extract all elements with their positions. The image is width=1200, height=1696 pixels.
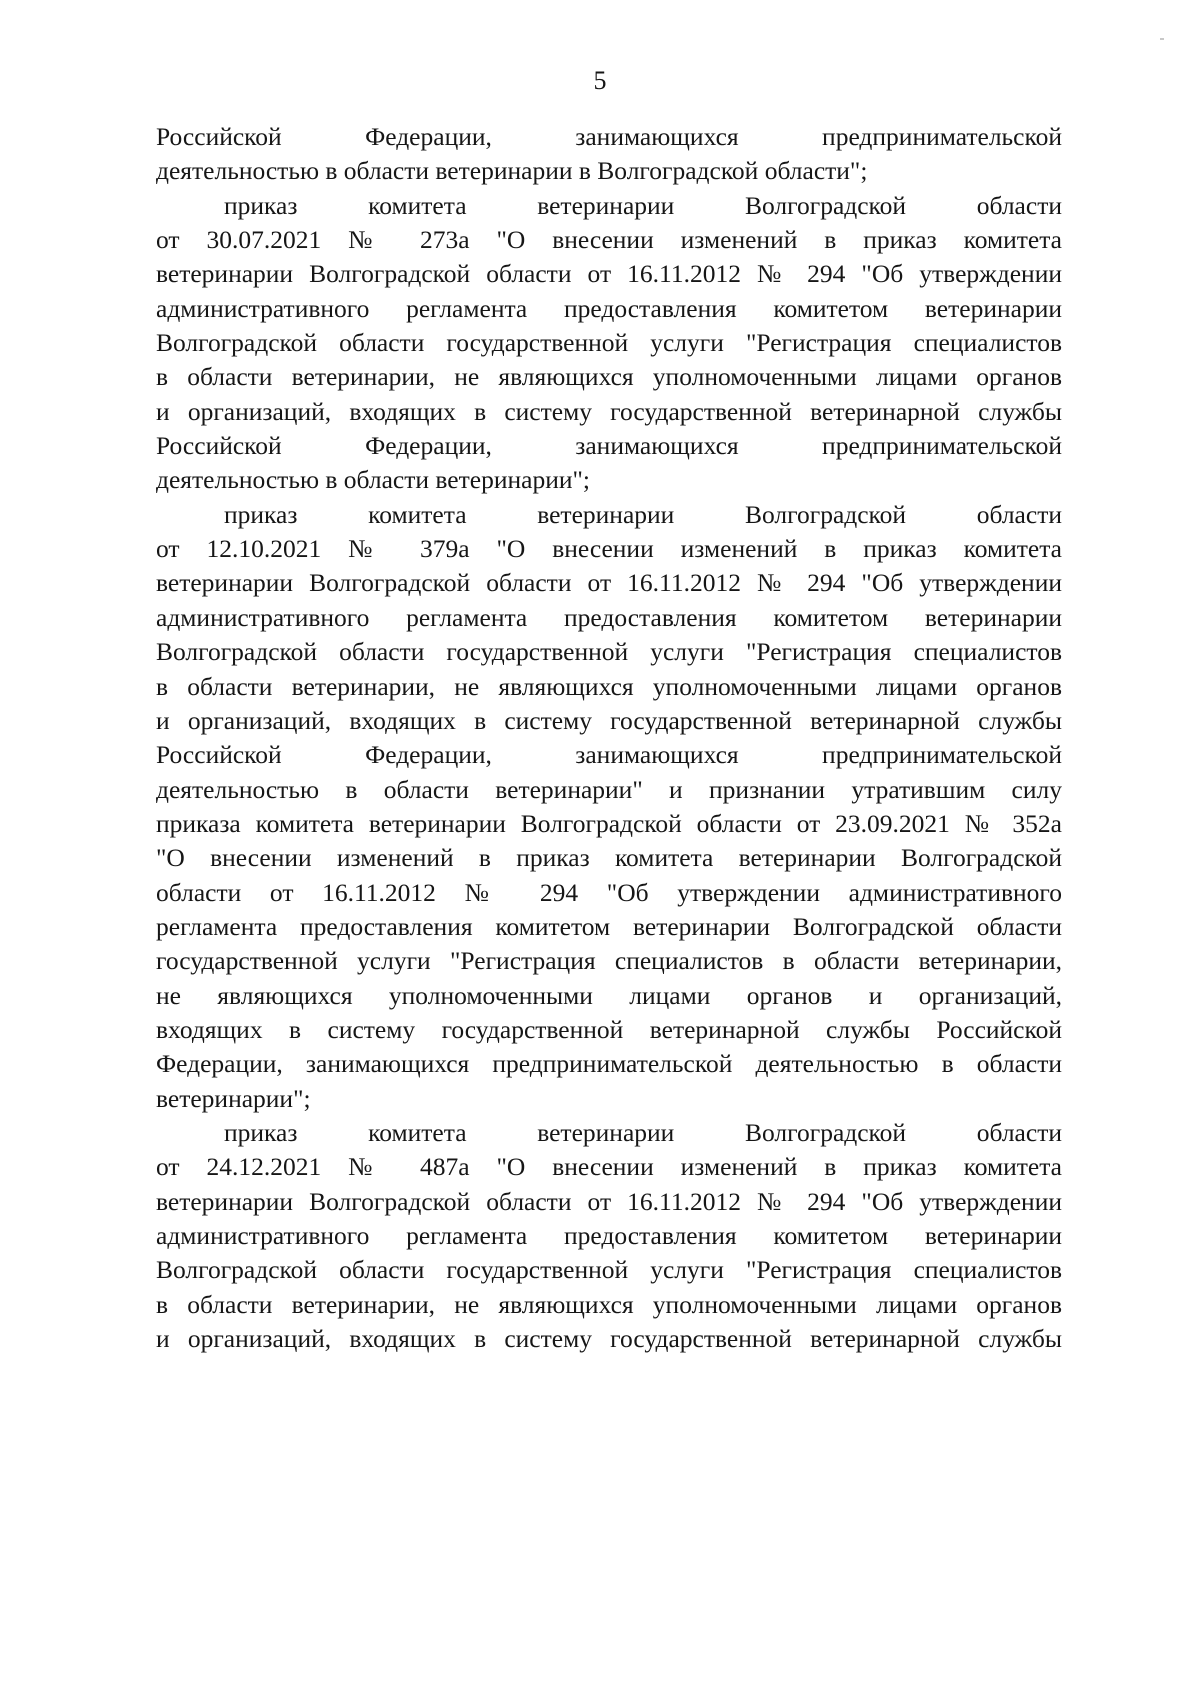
text-line: и организаций, входящих в систему государственной ветеринарной службы (156, 1324, 1062, 1354)
text-line: ветеринарии Волгоградской области от 16.11.2012 № 294 "Об утверждении (156, 1186, 1062, 1216)
text-line: Федерации, занимающихся предпринимательской деятельностью в области (156, 1049, 1062, 1079)
text-line: не являющихся уполномоченными лицами органов и организаций, (156, 980, 1062, 1010)
text-line: административного регламента предоставления комитетом ветеринарии (156, 1221, 1062, 1250)
text-line: государственной услуги "Регистрация специалистов в области ветеринарии, (156, 946, 1062, 976)
text-line: и организаций, входящих в систему государственной ветеринарной службы (156, 396, 1062, 426)
text-line: в области ветеринарии, не являющихся уполномоченными лицами органов (156, 362, 1062, 392)
text-line: от 30.07.2021 № 273а "О внесении изменений в приказ комитета (156, 225, 1062, 255)
document-body (156, 120, 1062, 1356)
text-line: от 12.10.2021 № 379а "О внесении изменений в приказ комитета (156, 534, 1062, 564)
text-line: Российской Федерации, занимающихся предпринимательской (156, 431, 1062, 461)
text-line: и организаций, входящих в систему государственной ветеринарной службы (156, 705, 1062, 735)
text-line: Волгоградской области государственной услуги "Регистрация специалистов (156, 637, 1062, 667)
scan-artifact (1160, 38, 1164, 40)
text-line: входящих в систему государственной ветеринарной службы Российской (156, 1014, 1062, 1044)
text-line: деятельностью в области ветеринарии"; (156, 465, 590, 495)
text-line: области от 16.11.2012 № 294 "Об утверждении административного (156, 877, 1062, 907)
text-line: деятельностью в области ветеринарии в Волгоградской области"; (156, 156, 868, 186)
page-number: 5 (593, 66, 607, 95)
text-line: административного регламента предоставления комитетом ветеринарии (156, 602, 1062, 632)
text-line: ветеринарии"; (156, 1083, 311, 1113)
text-line: в области ветеринарии, не являющихся уполномоченными лицами органов (156, 1289, 1062, 1319)
text-line: Волгоградской области государственной услуги "Регистрация специалистов (156, 1255, 1062, 1285)
text-line: регламента предоставления комитетом ветеринарии Волгоградской области (156, 911, 1062, 941)
text-line: в области ветеринарии, не являющихся уполномоченными лицами органов (156, 671, 1062, 701)
text-line: приказа комитета ветеринарии Волгоградской области от 23.09.2021 № 352а (156, 808, 1062, 838)
text-line: Российской Федерации, занимающихся предпринимательской (156, 122, 1062, 151)
text-line: приказ комитета ветеринарии Волгоградской области (224, 1117, 1062, 1147)
text-line: приказ комитета ветеринарии Волгоградской области (224, 190, 1062, 220)
text-line: ветеринарии Волгоградской области от 16.11.2012 № 294 "Об утверждении (156, 259, 1062, 289)
text-line: от 24.12.2021 № 487а "О внесении изменений в приказ комитета (156, 1152, 1062, 1182)
text-line: Волгоградской области государственной услуги "Регистрация специалистов (156, 328, 1062, 358)
text-line: административного регламента предоставления комитетом ветеринарии (156, 293, 1062, 323)
text-line: Российской Федерации, занимающихся предпринимательской (156, 740, 1062, 770)
text-line: приказ комитета ветеринарии Волгоградской области (224, 499, 1062, 529)
text-line: деятельностью в области ветеринарии" и признании утратившим силу (156, 774, 1062, 804)
text-line: ветеринарии Волгоградской области от 16.11.2012 № 294 "Об утверждении (156, 568, 1062, 598)
text-line: "О внесении изменений в приказ комитета ветеринарии Волгоградской (156, 843, 1062, 873)
